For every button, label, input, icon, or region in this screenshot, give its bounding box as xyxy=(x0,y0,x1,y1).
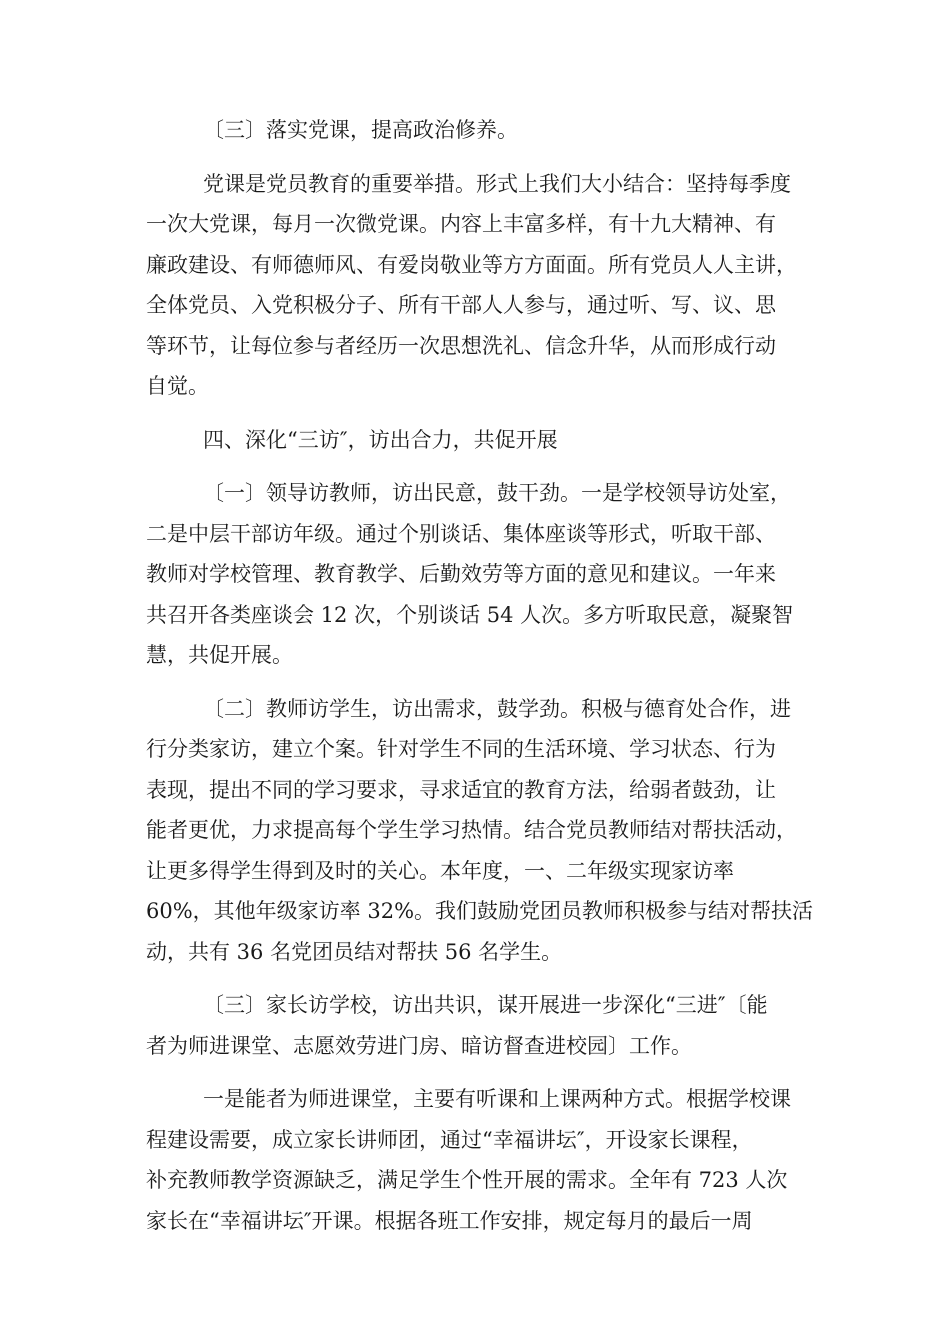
section-heading-party-lessons: 〔三〕落实党课，提高政治修养。 xyxy=(203,118,518,142)
document-page xyxy=(146,110,814,1241)
paragraph-line: 二是中层干部访年级。通过个别谈话、集体座谈等形式，听取干部、 xyxy=(146,521,776,546)
paragraph-line: 行分类家访，建立个案。针对学生不同的生活环境、学习状态、行为 xyxy=(146,737,776,761)
paragraph-line: 补充教师教学资源缺乏，满足学生个性开展的需求。全年有 723 人次 xyxy=(146,1168,788,1192)
paragraph-line: 一次大党课，每月一次微党课。内容上丰富多样，有十九大精神、有 xyxy=(146,212,776,236)
paragraph-line: 表现，提出不同的学习要求，寻求适宜的教育方法，给弱者鼓劲，让 xyxy=(146,777,776,802)
paragraph-line: 党课是党员教育的重要举措。形式上我们大小结合：坚持每季度 xyxy=(203,171,791,196)
paragraph-line: 〔二〕教师访学生，访出需求，鼓学劲。积极与德育处合作，进 xyxy=(203,696,791,721)
section-heading-three-visits: 四、深化“三访″，访出合力，共促开展 xyxy=(203,427,558,452)
paragraph-line: 60%，其他年级家访率 32%。我们鼓励党团员教师积极参与结对帮扶活 xyxy=(146,899,814,923)
paragraph-line: 程建设需要，成立家长讲师团，通过“幸福讲坛″，开设家长课程， xyxy=(146,1127,753,1152)
paragraph-line: 〔三〕家长访学校，访出共识，谋开展进一步深化“三进″〔能 xyxy=(203,993,768,1017)
paragraph-line: 等环节，让每位参与者经历一次思想洗礼、信念升华，从而形成行动 xyxy=(146,333,776,358)
paragraph-line: 教师对学校管理、教育教学、后勤效劳等方面的意见和建议。一年来 xyxy=(146,562,776,586)
paragraph-line: 全体党员、入党积极分子、所有干部人人参与，通过听、写、议、思 xyxy=(146,293,776,317)
paragraph-line: 能者更优，力求提高每个学生学习热情。结合党员教师结对帮扶活动， xyxy=(146,818,797,842)
paragraph-line: 家长在“幸福讲坛″开课。根据各班工作安排，规定每月的最后一周 xyxy=(146,1208,753,1233)
paragraph-line: 廉政建设、有师德师风、有爱岗敬业等方方面面。所有党员人人主讲， xyxy=(146,252,797,277)
paragraph-line: 慧，共促开展。 xyxy=(146,643,293,667)
paragraph-line: 让更多得学生得到及时的关心。本年度，一、二年级实现家访率 xyxy=(146,858,734,883)
paragraph-line: 自觉。 xyxy=(146,374,209,398)
paragraph-line: 共召开各类座谈会 12 次，个别谈话 54 人次。多方听取民意，凝聚智 xyxy=(146,602,794,627)
paragraph-line: 者为师进课堂、志愿效劳进门房、暗访督查进校园〕工作。 xyxy=(146,1033,692,1058)
paragraph-line: 〔一〕领导访教师，访出民意，鼓干劲。一是学校领导访处室， xyxy=(203,481,791,505)
paragraph-line: 一是能者为师进课堂，主要有听课和上课两种方式。根据学校课 xyxy=(203,1087,791,1111)
paragraph-line: 动，共有 36 名党团员结对帮扶 56 名学生。 xyxy=(146,939,563,964)
